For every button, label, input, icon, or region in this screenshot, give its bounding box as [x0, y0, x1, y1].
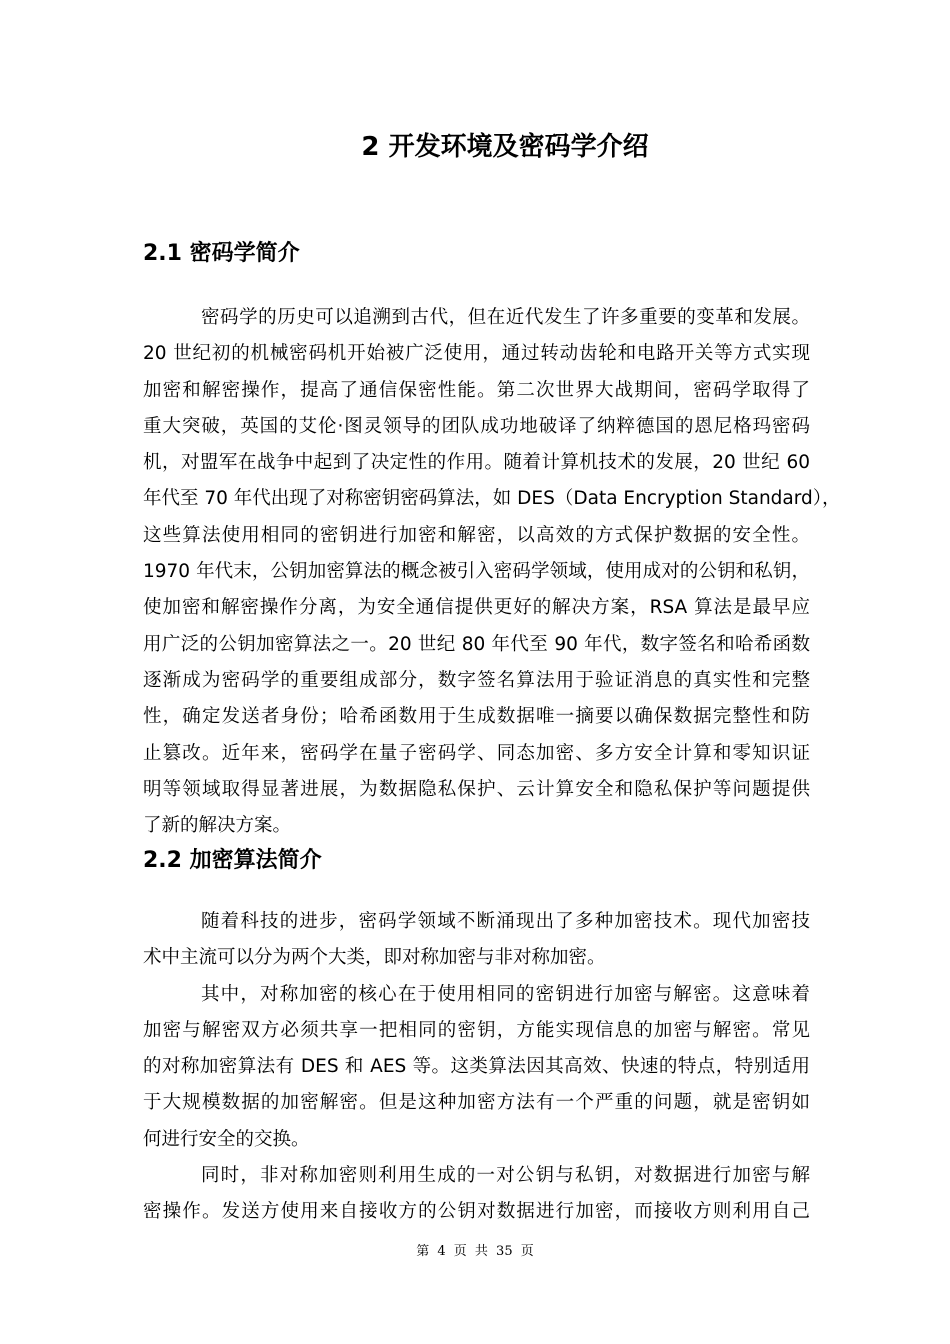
text-line: 止篡改。近年来，密码学在量子密码学、同态加密、多方安全计算和零知识证: [143, 742, 810, 764]
paragraph: [143, 904, 810, 977]
text-line: 逐渐成为密码学的重要组成部分，数字签名算法用于验证消息的真实性和完整: [143, 669, 810, 691]
text-line: 使加密和解密操作分离，为安全通信提供更好的解决方案，RSA 算法是最早应: [143, 597, 810, 619]
text-line: 用广泛的公钥加密算法之一。20 世纪 80 年代至 90 年代，数字签名和哈希函数: [143, 633, 810, 655]
section-2-1-body: [143, 300, 841, 844]
section-heading-2-2: 2.2 加密算法简介: [143, 848, 322, 873]
text-line: 加密和解密操作，提高了通信保密性能。第二次世界大战期间，密码学取得了: [143, 379, 810, 401]
text-line: 重大突破，英国的艾伦·图灵领导的团队成功地破译了纳粹德国的恩尼格玛密码: [143, 415, 810, 437]
text-line: 何进行安全的交换。: [143, 1128, 310, 1150]
text-line: 加密与解密双方必须共享一把相同的密钥，方能实现信息的加密与解密。常见: [143, 1019, 810, 1041]
section-heading-2-1: 2.1 密码学简介: [143, 241, 300, 266]
text-line: 机，对盟军在战争中起到了决定性的作用。随着计算机技术的发展，20 世纪 60: [143, 452, 810, 474]
text-line: 20 世纪初的机械密码机开始被广泛使用，通过转动齿轮和电路开关等方式实现: [143, 343, 810, 365]
text-line: 性，确定发送者身份；哈希函数用于生成数据唯一摘要以确保数据完整性和防: [143, 706, 810, 728]
text-line: 这些算法使用相同的密钥进行加密和解密，以高效的方式保护数据的安全性。: [143, 524, 810, 546]
text-line: 术中主流可以分为两个大类，即对称加密与非对称加密。: [143, 947, 606, 969]
paragraph: [143, 300, 841, 844]
text-line: 随着科技的进步，密码学领域不断涌现出了多种加密技术。现代加密技: [201, 911, 810, 932]
text-line: 1970 年代末，公钥加密算法的概念被引入密码学领域，使用成对的公钥和私钥，: [143, 561, 810, 583]
text-line: 密操作。发送方使用来自接收方的公钥对数据进行加密，而接收方则利用自己: [143, 1201, 810, 1223]
page-footer: 第 4 页 共 35 页: [416, 1244, 534, 1259]
text-line: 了新的解决方案。: [143, 815, 292, 837]
text-line: 其中，对称加密的核心在于使用相同的密钥进行加密与解密。这意味着: [201, 983, 810, 1005]
text-line: 密码学的历史可以追溯到古代，但在近代发生了许多重要的变革和发展。: [201, 307, 810, 328]
paragraph: [143, 1158, 810, 1231]
section-2-2-body: [143, 904, 810, 1231]
text-line: 明等领域取得显著进展，为数据隐私保护、云计算安全和隐私保护等问题提供: [143, 778, 810, 800]
chapter-title: 2 开发环境及密码学介绍: [361, 132, 649, 162]
paragraph: [143, 977, 810, 1158]
text-line: 同时，非对称加密则利用生成的一对公钥与私钥，对数据进行加密与解: [201, 1165, 810, 1187]
text-line: 于大规模数据的加密解密。但是这种加密方法有一个严重的问题，就是密钥如: [143, 1092, 810, 1114]
text-line: 年代至 70 年代出现了对称密钥密码算法，如 DES（Data Encryption Standard），: [143, 488, 841, 510]
text-line: 的对称加密算法有 DES 和 AES 等。这类算法因其高效、快速的特点，特别适用: [143, 1056, 810, 1078]
